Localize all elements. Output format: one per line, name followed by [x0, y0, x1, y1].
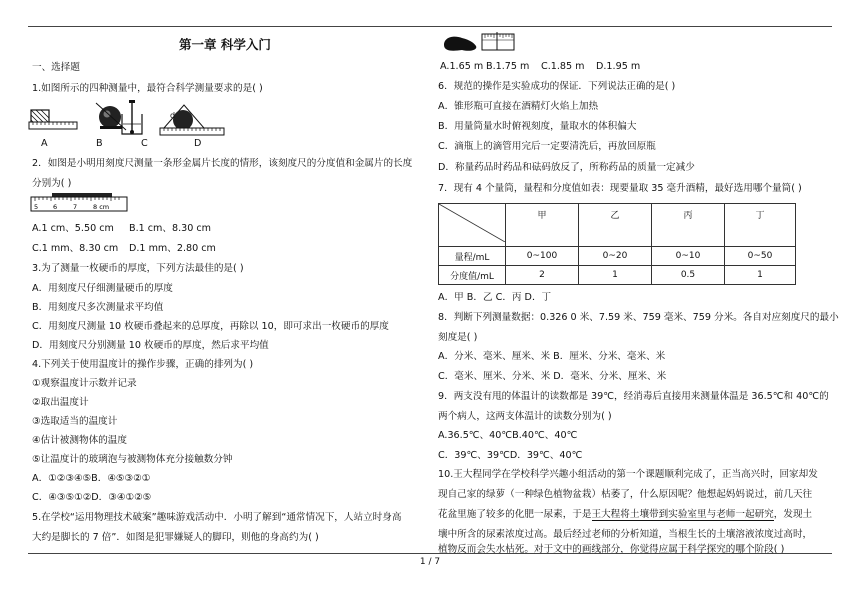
- table-header-jia: 甲: [506, 204, 579, 247]
- q8-options-ab: A．分米、毫米、厘米、米 B．厘米、分米、毫米、米: [438, 351, 666, 362]
- q4-step-1: ①观察温度计示数并记录: [32, 378, 137, 389]
- q8-options-cd: C．毫米、厘米、分米、米 D．毫米、分米、厘米、米: [438, 371, 667, 382]
- table-cell: 0~10: [652, 247, 725, 266]
- table-cell: 2: [506, 266, 579, 285]
- q3-option-b: B．用刻度尺多次测量求平均值: [32, 302, 164, 313]
- section-heading: 一、选择题: [32, 62, 80, 73]
- q3-option-a: A．用刻度尺仔细测量硬币的厚度: [32, 283, 173, 294]
- q1-figure-a: [29, 110, 77, 129]
- q10-underlined-text: 王大程将土壤带到实验室里与老师一起研究: [591, 509, 774, 520]
- q2-option-b: B.1 cm、8.30 cm: [129, 223, 212, 234]
- ruler-label-6: 6: [53, 203, 58, 211]
- question-9-line2: 两个病人，这两支体温计的读数分别为( ): [438, 411, 612, 422]
- question-10-line5: 植物反而会失水枯死。对于文中的画线部分，你觉得应属于科学探究的哪个阶段( ): [438, 544, 785, 555]
- table-header-row: [439, 204, 796, 247]
- ruler-label-5: 5: [34, 203, 39, 211]
- table-row-label: 分度值/mL: [439, 266, 506, 285]
- question-9-line1: 9．两支没有甩的体温计的读数都是 39℃，经消毒后直接用来测量体温是 36.5℃和 40℃的: [438, 391, 829, 402]
- question-3: 3.为了测量一枚硬币的厚度，下列方法最佳的是( ): [32, 263, 244, 274]
- question-6: 6．规范的操作是实验成功的保证．下列说法正确的是( ): [438, 81, 676, 92]
- table-cell: 1: [725, 266, 796, 285]
- table-row: [439, 266, 796, 285]
- table-cell: 0~100: [506, 247, 579, 266]
- q4-step-5: ⑤让温度计的玻璃泡与被测物体充分接触数分钟: [32, 454, 233, 465]
- q1-label-c: C: [141, 138, 148, 149]
- question-10-line2: 现自己家的绿萝（一种绿色植物盆栽）枯萎了，什么原因呢？他想起妈妈说过，前几天往: [438, 489, 813, 500]
- q3-option-c: C．用刻度尺测量 10 枚硬币叠起来的总厚度，再除以 10，即可求出一枚硬币的厚度: [32, 321, 389, 332]
- question-10-line4: 壤中所含的尿素浓度过高。最后经过老师的分析知道，当根生长的土壤溶液浓度过高时，: [438, 529, 813, 540]
- q6-option-a: A．锥形瓶可直接在酒精灯火焰上加热: [438, 101, 599, 112]
- top-rule: [28, 26, 832, 27]
- q5-option-b: B.1.75 m: [486, 61, 530, 72]
- table-row: [439, 247, 796, 266]
- q1-label-a: A: [41, 138, 48, 149]
- q5-option-a: A.1.65 m: [440, 61, 484, 72]
- q4-options-ab: A．①②③④⑤B．④⑤③②①: [32, 473, 151, 484]
- q5-option-d: D.1.95 m: [596, 61, 641, 72]
- table-cell: 0.5: [652, 266, 725, 285]
- q6-option-d: D．称量药品时药品和砝码放反了，所称药品的质量一定减少: [438, 162, 695, 173]
- question-5-line1: 5.在学校“运用物理技术破案”趣味游戏活动中．小明了解到“通常情况下，人站立时身高: [32, 512, 402, 523]
- question-2-line2: 分别为( ): [32, 178, 72, 189]
- q1-label-b: B: [96, 138, 103, 149]
- q6-option-b: B．用量筒量水时俯视刻度，量取水的体积偏大: [438, 121, 637, 132]
- q2-ruler-figure: [30, 191, 130, 215]
- svg-text:d: d: [170, 111, 176, 120]
- q10-line3-start: 花盆里施了较多的化肥一尿素，于是: [438, 509, 592, 520]
- page-title: 第一章 科学入门: [179, 37, 271, 52]
- q6-option-c: C．滴瓶上的滴管用完后一定要清洗后，再放回原瓶: [438, 141, 656, 152]
- table-corner-cell: [439, 204, 506, 247]
- question-7: 7．现有 4 个量筒，量程和分度值如表：现要量取 35 毫升酒精，最好选用哪个量筒( ): [438, 183, 802, 194]
- q4-options-cd: C．④③⑤①②D．③④①②⑤: [32, 492, 152, 503]
- q4-step-2: ②取出温度计: [32, 397, 89, 408]
- q4-step-4: ④估计被测物体的温度: [32, 435, 127, 446]
- table-cell: 0~50: [725, 247, 796, 266]
- q9-options-ab: A.36.5℃、40℃B.40℃、40℃: [438, 430, 578, 441]
- q5-option-c: C.1.85 m: [541, 61, 585, 72]
- question-10-line3: [438, 508, 812, 521]
- footprint-figure: [440, 31, 518, 55]
- q2-option-c: C.1 mm、8.30 cm: [32, 243, 119, 254]
- cylinder-table: [438, 203, 796, 285]
- q3-option-d: D．用刻度尺分别测量 10 枚硬币的厚度，然后求平均值: [32, 340, 269, 351]
- q1-figure: [28, 100, 238, 140]
- question-4: 4.下列关于使用温度计的操作步骤，正确的排列为( ): [32, 359, 254, 370]
- ruler-label-7: 7: [73, 203, 78, 211]
- question-5-line2: 大约是脚长的 7 倍”．如图是犯罪嫌疑人的脚印，则他的身高约为( ): [32, 532, 319, 543]
- q2-option-a: A.1 cm、5.50 cm: [32, 223, 114, 234]
- ruler-label-8cm: 8 cm: [93, 203, 110, 211]
- q1-figure-d: [160, 105, 224, 135]
- q10-line3-end: ，发现土: [773, 509, 813, 520]
- table-header-bing: 丙: [652, 204, 725, 247]
- bottom-rule: [28, 553, 832, 554]
- question-2-line1: 2．如图是小明用刻度尺测量一条形金属片长度的情形，该刻度尺的分度值和金属片的长度: [32, 158, 413, 169]
- q2-option-d: D.1 mm、2.80 cm: [129, 243, 216, 254]
- table-header-yi: 乙: [579, 204, 652, 247]
- q7-options: A．甲 B．乙 C．丙 D．丁: [438, 292, 552, 303]
- page-number: 1 / 7: [419, 557, 441, 567]
- q4-step-3: ③选取适当的温度计: [32, 416, 118, 427]
- question-1: 1.如图所示的四种测量中，最符合科学测量要求的是( ): [32, 83, 263, 94]
- question-10-line1: 10.王大程同学在学校科学兴趣小组活动的第一个课题顺利完成了，正当高兴时，回家却发: [438, 469, 818, 480]
- question-8-line2: 刻度是( ): [438, 332, 478, 343]
- table-cell: 0~20: [579, 247, 652, 266]
- diagonal-line: [439, 204, 505, 242]
- q1-label-d: D: [194, 138, 202, 149]
- table-header-ding: 丁: [725, 204, 796, 247]
- question-8-line1: 8．判断下列测量数据：0.326 0 米、7.59 米、759 毫米、759 分米。各自对应刻度尺的最小: [438, 312, 839, 323]
- table-row-label: 量程/mL: [439, 247, 506, 266]
- table-cell: 1: [579, 266, 652, 285]
- q9-options-cd: C．39℃、39℃D．39℃、40℃: [438, 450, 583, 461]
